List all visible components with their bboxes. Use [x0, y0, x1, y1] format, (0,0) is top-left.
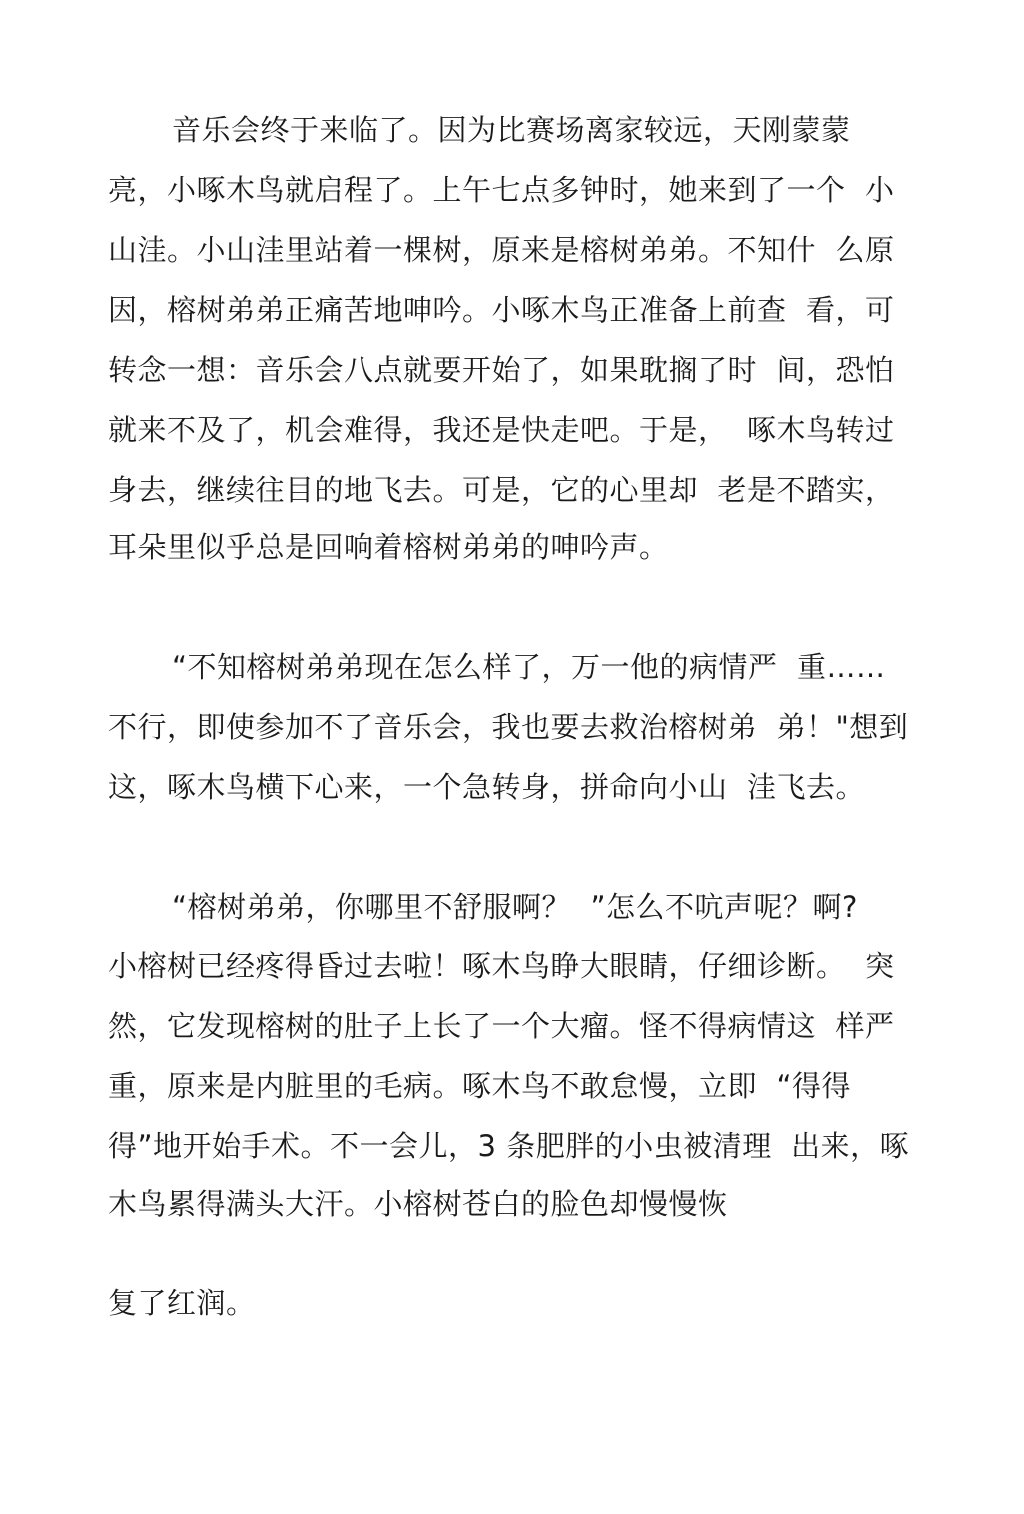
text-line: 木鸟累得满头大汗。小榕树苍白的脸色却慢慢恢	[108, 1187, 728, 1221]
text-line: “不知榕树弟弟现在怎么样了，万一他的病情严 重……	[172, 650, 886, 684]
text-line: 耳朵里似乎总是回响着榕树弟弟的呻吟声。	[108, 530, 669, 564]
text-line: 因，榕树弟弟正痛苦地呻吟。小啄木鸟正准备上前查 看，可	[108, 293, 895, 327]
text-line: 亮，小啄木鸟就启程了。上午七点多钟时，她来到了一个 小	[108, 173, 895, 207]
text-line: “榕树弟弟，你哪里不舒服啊？ ”怎么不吭声呢？啊?	[172, 890, 858, 924]
text-line: 然，它发现榕树的肚子上长了一个大瘤。怪不得病情这 样严	[108, 1009, 895, 1043]
text-line: 重，原来是内脏里的毛病。啄木鸟不敢怠慢，立即 “得得	[108, 1069, 851, 1103]
text-line: 得”地开始手术。不一会儿，3 条肥胖的小虫被清理 出来，啄	[108, 1129, 910, 1163]
text-line: 转念一想：音乐会八点就要开始了，如果耽搁了时 间，恐怕	[108, 353, 895, 387]
text-line: 这，啄木鸟横下心来，一个急转身，拼命向小山 洼飞去。	[108, 770, 865, 804]
text-line: 山洼。小山洼里站着一棵树，原来是榕树弟弟。不知什 么原	[108, 233, 895, 267]
text-line: 音乐会终于来临了。因为比赛场离家较远，天刚蒙蒙	[172, 113, 851, 147]
text-line: 就来不及了，机会难得，我还是快走吧。于是， 啄木鸟转过	[108, 413, 895, 447]
text-line: 身去，继续往目的地飞去。可是，它的心里却 老是不踏实，	[108, 473, 895, 507]
text-line: 小榕树已经疼得昏过去啦！啄木鸟睁大眼睛，仔细诊断。 突	[108, 949, 895, 983]
text-line: 复了红润。	[108, 1286, 256, 1320]
text-line: 不行，即使参加不了音乐会，我也要去救治榕树弟 弟！"想到	[108, 710, 909, 744]
